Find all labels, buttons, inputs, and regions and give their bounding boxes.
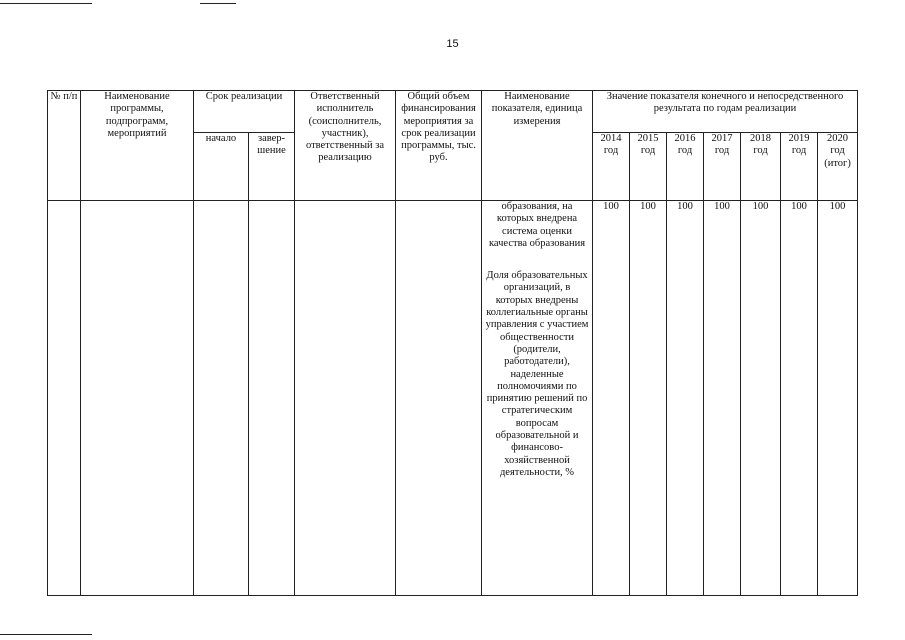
header-year-2018: 2018 год <box>741 133 781 201</box>
header-num: № п/п <box>48 91 81 201</box>
header-values-group: Значение показателя конечного и непосредственного результата по годам реализации <box>593 91 858 133</box>
cell-period-start <box>194 201 249 596</box>
value-2020: 100 <box>818 201 858 596</box>
header-period-start: начало <box>194 133 249 201</box>
cell-num <box>48 201 81 596</box>
indicator-continuation: образования, на которых внедрена система оценки качества образования <box>488 201 586 249</box>
header-year-2020: 2020 год (итог) <box>818 133 858 201</box>
cell-period-end <box>249 201 295 596</box>
header-period: Срок реализации <box>194 91 295 133</box>
header-executor: Ответственный исполнитель (соисполнитель, участник), ответственный за реализацию <box>295 91 396 201</box>
scan-line-top-mid <box>200 3 236 4</box>
cell-name <box>81 201 194 596</box>
header-year-2014: 2014 год <box>593 133 630 201</box>
scan-line-bottom-left <box>0 634 92 635</box>
value-2019: 100 <box>781 201 818 596</box>
value-2014: 100 <box>593 201 630 596</box>
header-year-2017: 2017 год <box>704 133 741 201</box>
page-number: 15 <box>446 38 459 50</box>
indicator-text: Доля образовательных организаций, в которых внедрены коллегиальные органы управления с участием общественности (родители, работодатели), наделенные полномочиями по принятию решений по стратегическим вопросам образовательной и финансово-хозяйственной деятельности, % <box>485 270 589 478</box>
cell-indicator <box>482 201 593 596</box>
value-2015: 100 <box>630 201 667 596</box>
scan-line-top-left <box>0 3 92 4</box>
header-year-2016: 2016 год <box>667 133 704 201</box>
header-period-end: завер-шение <box>249 133 295 201</box>
cell-executor <box>295 201 396 596</box>
value-2016: 100 <box>667 201 704 596</box>
cell-funding <box>396 201 482 596</box>
value-2018: 100 <box>741 201 781 596</box>
header-funding: Общий объем финансирования мероприятия за срок реализации программы, тыс. руб. <box>396 91 482 201</box>
indicator-table <box>47 90 858 596</box>
header-year-2015: 2015 год <box>630 133 667 201</box>
header-name: Наименование программы, подпрограмм, мероприятий <box>81 91 194 201</box>
value-2017: 100 <box>704 201 741 596</box>
header-year-2019: 2019 год <box>781 133 818 201</box>
header-indicator: Наименование показателя, единица измерения <box>482 91 593 201</box>
